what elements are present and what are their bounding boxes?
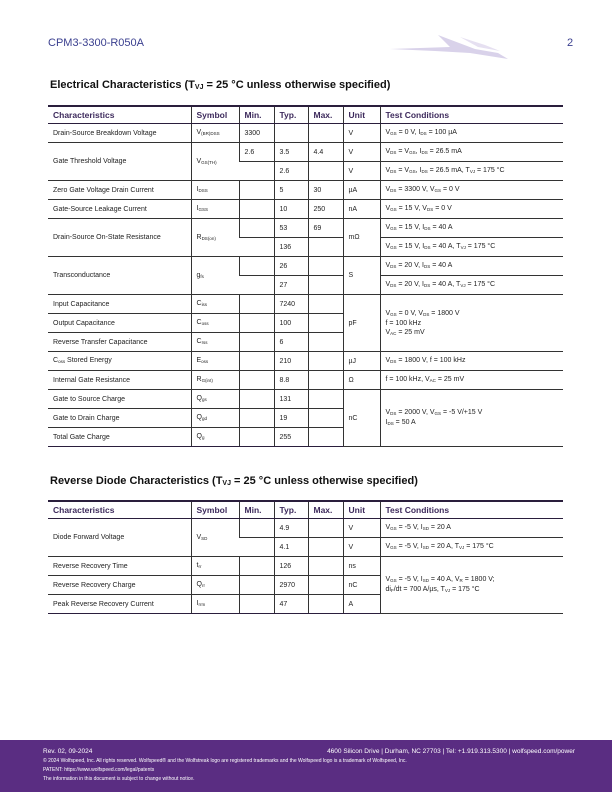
unit: pF: [343, 295, 380, 352]
unit: mΩ: [343, 219, 380, 257]
symbol: $I_{DSS}$: [191, 181, 239, 200]
min: [239, 352, 274, 371]
typ: 100: [274, 314, 308, 333]
characteristic: Drain-Source Breakdown Voltage: [48, 124, 191, 143]
max: [308, 390, 343, 409]
typ: 131: [274, 390, 308, 409]
unit: V: [343, 538, 380, 557]
table-row: [48, 143, 563, 162]
typ: 2970: [274, 576, 308, 595]
col-test-conditions: Test Conditions: [380, 106, 563, 124]
symbol: $V_{GS(TH)}$: [191, 143, 239, 181]
characteristic: Zero Gate Voltage Drain Current: [48, 181, 191, 200]
col-min: Min.: [239, 501, 274, 519]
max: [308, 371, 343, 390]
typ: 255: [274, 428, 308, 447]
unit: µJ: [343, 352, 380, 371]
col-max: Max.: [308, 501, 343, 519]
col-max: Max.: [308, 106, 343, 124]
test-condition: $V_{DS} = V_{GS}$, $I_{DS} = 26.5$ mA: [380, 143, 563, 162]
typ: 27: [274, 276, 308, 295]
max: 250: [308, 200, 343, 219]
test-condition: $V_{GS} = -5$ V, $I_{SD} = 40$ A, $V_R = 1800$ V; $di_F/dt = 700$ A/µs, $T_{VJ} = 175$ °C: [380, 557, 563, 614]
table-row: [48, 257, 563, 276]
test-condition: $V_{GS} = 0$ V, $I_{DS} = 100$ µA: [380, 124, 563, 143]
min: [239, 295, 274, 314]
max: 4.4: [308, 143, 343, 162]
unit: Ω: [343, 371, 380, 390]
characteristic: Reverse Transfer Capacitance: [48, 333, 191, 352]
max: [308, 538, 343, 557]
symbol: $R_{DS(on)}$: [191, 219, 239, 257]
table-row: [48, 200, 563, 219]
electrical-characteristics-title: Electrical Characteristics ($T_{VJ} = 25$ °C unless otherwise specified): [50, 79, 391, 91]
page-footer: [0, 740, 612, 792]
min: [239, 557, 274, 576]
test-condition: $V_{GS} = 0$ V, $V_{DS} = 1800$ V f = 100 kHz $V_{AC} = 25$ mV: [380, 295, 563, 352]
test-condition: $V_{GS} = 15$ V, $I_{DS} = 40$ A: [380, 219, 563, 238]
symbol: $V_{(BR)DSS}$: [191, 124, 239, 143]
symbol: $I_{GSS}$: [191, 200, 239, 219]
min: [239, 257, 274, 276]
table-row: [48, 519, 563, 538]
typ: 6: [274, 333, 308, 352]
typ: [274, 124, 308, 143]
symbol: $C_{oss}$: [191, 314, 239, 333]
table-row: [48, 181, 563, 200]
characteristic: Reverse Recovery Charge: [48, 576, 191, 595]
min: [239, 219, 274, 238]
max: [308, 519, 343, 538]
min: [239, 162, 274, 181]
characteristic: Drain-Source On-State Resistance: [48, 219, 191, 257]
col-unit: Unit: [343, 106, 380, 124]
test-condition: $V_{DS} = V_{GS}$, $I_{DS} = 26.5$ mA, $T_{VJ} = 175$ °C: [380, 162, 563, 181]
min: [239, 576, 274, 595]
table-row: [48, 295, 563, 314]
characteristic: Gate to Drain Charge: [48, 409, 191, 428]
max: [308, 276, 343, 295]
characteristic: Output Capacitance: [48, 314, 191, 333]
min: [239, 595, 274, 614]
symbol: $Q_{gs}$: [191, 390, 239, 409]
table-row: [48, 124, 563, 143]
col-symbol: Symbol: [191, 106, 239, 124]
characteristic: Input Capacitance: [48, 295, 191, 314]
test-condition: $V_{GS} = 15$ V, $V_{DS} = 0$ V: [380, 200, 563, 219]
test-condition: $V_{GS} = -5$ V, $I_{SD} = 20$ A, $T_{VJ} = 175$ °C: [380, 538, 563, 557]
table-row: [48, 390, 563, 409]
revision: Rev. 02, 09-2024: [43, 748, 93, 755]
max: [308, 295, 343, 314]
symbol: $t_{rr}$: [191, 557, 239, 576]
symbol: $I_{rrm}$: [191, 595, 239, 614]
typ: 8.8: [274, 371, 308, 390]
unit: V: [343, 162, 380, 181]
unit: nC: [343, 390, 380, 447]
test-condition: $V_{GS} = -5$ V, $I_{SD} = 20$ A: [380, 519, 563, 538]
min: [239, 276, 274, 295]
unit: µA: [343, 181, 380, 200]
typ: 126: [274, 557, 308, 576]
min: [239, 428, 274, 447]
unit: V: [343, 124, 380, 143]
max: [308, 124, 343, 143]
max: [308, 557, 343, 576]
typ: 26: [274, 257, 308, 276]
typ: 5: [274, 181, 308, 200]
test-condition: $V_{DS} = 1800$ V, f = 100 kHz: [380, 352, 563, 371]
symbol: $g_{fs}$: [191, 257, 239, 295]
col-min: Min.: [239, 106, 274, 124]
symbol: $R_{G(int)}$: [191, 371, 239, 390]
unit: ns: [343, 557, 380, 576]
test-condition: $V_{DS} = 20$ V, $I_{DS} = 40$ A, $T_{VJ} = 175$ °C: [380, 276, 563, 295]
min: [239, 333, 274, 352]
symbol: $E_{oss}$: [191, 352, 239, 371]
col-typ: Typ.: [274, 501, 308, 519]
max: [308, 595, 343, 614]
max: [308, 257, 343, 276]
max: [308, 352, 343, 371]
typ: 53: [274, 219, 308, 238]
min: [239, 181, 274, 200]
typ: 10: [274, 200, 308, 219]
min: [239, 519, 274, 538]
symbol: $C_{iss}$: [191, 295, 239, 314]
max: [308, 162, 343, 181]
test-condition: $V_{GS} = 15$ V, $I_{DS} = 40$ A, $T_{VJ} = 175$ °C: [380, 238, 563, 257]
typ: 3.5: [274, 143, 308, 162]
test-condition: f = 100 kHz, $V_{AC} = 25$ mV: [380, 371, 563, 390]
unit: A: [343, 595, 380, 614]
max: [308, 576, 343, 595]
max: [308, 409, 343, 428]
max: 30: [308, 181, 343, 200]
min: [239, 390, 274, 409]
wolfstreak-logo-icon: [390, 35, 520, 59]
document-id: CPM3-3300-R050A: [48, 37, 144, 49]
max: [308, 238, 343, 257]
typ: 210: [274, 352, 308, 371]
company-address: 4600 Silicon Drive | Durham, NC 27703 | Tel: +1.919.313.5300 | wolfspeed.com/power: [327, 748, 575, 755]
page-number: 2: [567, 37, 574, 49]
characteristic: Total Gate Charge: [48, 428, 191, 447]
symbol: $Q_{gd}$: [191, 409, 239, 428]
unit: V: [343, 519, 380, 538]
min: [239, 314, 274, 333]
table-row: [48, 352, 563, 371]
patent-notice: PATENT: https://www.wolfspeed.com/legal/patents: [43, 767, 155, 773]
test-condition: $V_{DS} = 2000$ V, $V_{GS} = -5$ V/+15 V $I_{DS} = 50$ A: [380, 390, 563, 447]
max: [308, 428, 343, 447]
reverse-diode-characteristics-title: Reverse Diode Characteristics ($T_{VJ} = 25$ °C unless otherwise specified): [50, 475, 418, 487]
typ: 47: [274, 595, 308, 614]
reverse-diode-characteristics-table: [48, 500, 563, 614]
table-header-row: [48, 501, 563, 519]
typ: 19: [274, 409, 308, 428]
typ: 4.1: [274, 538, 308, 557]
electrical-characteristics-table: [48, 105, 563, 447]
min: [239, 238, 274, 257]
characteristic: Transconductance: [48, 257, 191, 295]
table-row: [48, 371, 563, 390]
min: [239, 409, 274, 428]
test-condition: $V_{DS} = 3300$ V, $V_{GS} = 0$ V: [380, 181, 563, 200]
change-notice: The information in this document is subject to change without notice.: [43, 776, 195, 782]
characteristic: Reverse Recovery Time: [48, 557, 191, 576]
typ: 4.9: [274, 519, 308, 538]
symbol: $Q_{rr}$: [191, 576, 239, 595]
max: [308, 333, 343, 352]
min: [239, 538, 274, 557]
col-characteristics: Characteristics: [48, 501, 191, 519]
characteristic: $C_{oss}$ Stored Energy: [48, 352, 191, 371]
symbol: $C_{rss}$: [191, 333, 239, 352]
col-unit: Unit: [343, 501, 380, 519]
characteristic: Gate-Source Leakage Current: [48, 200, 191, 219]
symbol: $Q_g$: [191, 428, 239, 447]
table-row: [48, 219, 563, 238]
typ: 7240: [274, 295, 308, 314]
characteristic: Gate to Source Charge: [48, 390, 191, 409]
test-condition: $V_{DS} = 20$ V, $I_{DS} = 40$ A: [380, 257, 563, 276]
characteristic: Peak Reverse Recovery Current: [48, 595, 191, 614]
col-symbol: Symbol: [191, 501, 239, 519]
min: [239, 200, 274, 219]
col-test-conditions: Test Conditions: [380, 501, 563, 519]
table-header-row: [48, 106, 563, 124]
characteristic: Internal Gate Resistance: [48, 371, 191, 390]
min: 3300: [239, 124, 274, 143]
min: [239, 371, 274, 390]
copyright: © 2024 Wolfspeed, Inc. All rights reserved. Wolfspeed® and the Wolfstreak logo are registered trademarks and the Wolfspeed logo is a trademark of Wolfspeed, Inc.: [43, 758, 407, 764]
characteristic: Diode Forward Voltage: [48, 519, 191, 557]
typ: 2.6: [274, 162, 308, 181]
max: 69: [308, 219, 343, 238]
unit: V: [343, 143, 380, 162]
max: [308, 314, 343, 333]
col-characteristics: Characteristics: [48, 106, 191, 124]
typ: 136: [274, 238, 308, 257]
characteristic: Gate Threshold Voltage: [48, 143, 191, 181]
symbol: $V_{SD}$: [191, 519, 239, 557]
col-typ: Typ.: [274, 106, 308, 124]
unit: nC: [343, 576, 380, 595]
unit: S: [343, 257, 380, 295]
unit: nA: [343, 200, 380, 219]
table-row: [48, 557, 563, 576]
min: 2.6: [239, 143, 274, 162]
